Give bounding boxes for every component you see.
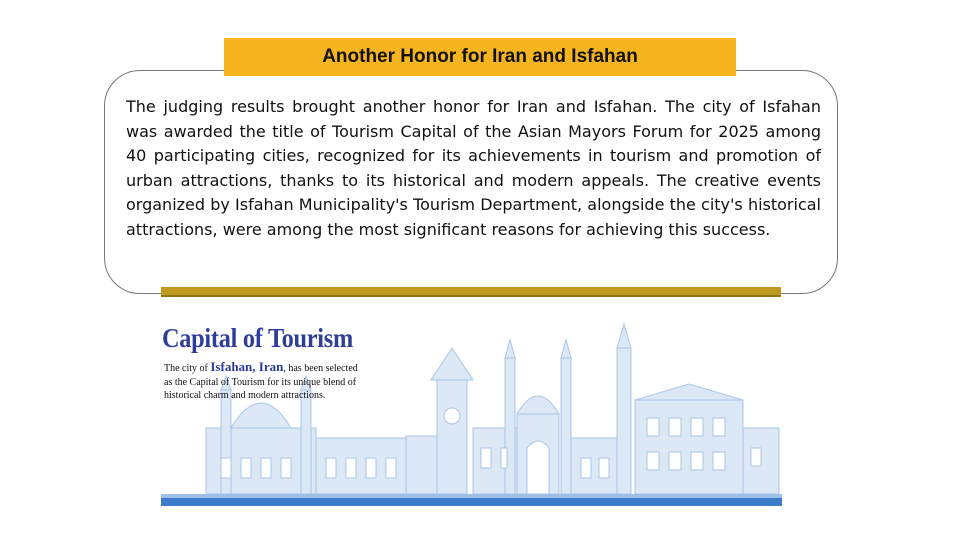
caption-text-start: The city of <box>164 363 211 374</box>
slide-title-bar <box>224 38 736 76</box>
isfahan-skyline-illustration <box>161 318 782 510</box>
capital-of-tourism-heading: Capital of Tourism <box>162 323 353 353</box>
caption-text-end: , has been selected as the Capital of Tourism for its unique blend of historical charm and modern attractions. <box>164 363 358 401</box>
gold-divider <box>161 287 781 297</box>
caption-city: Isfahan <box>210 359 253 374</box>
caption-country: Iran <box>258 359 284 374</box>
caption-comma: , <box>252 359 259 374</box>
body-paragraph: The judging results brought another honor for Iran and Isfahan. The city of Isfahan was awarded the title of Tourism Capital of the Asian Mayors Forum for 2025 among 40 participating cities, recognized for its achievements in tourism and promotion of urban attractions, thanks to its historical and modern appeals. The creative events organized by Isfahan Municipality's Tourism Department, alongside the city's historical attractions, were among the most significant reasons for achieving this success. <box>126 97 821 239</box>
slide-title: Another Honor for Iran and Isfahan <box>322 46 638 67</box>
body-text-box <box>104 70 838 294</box>
capital-of-tourism-caption <box>164 360 364 403</box>
